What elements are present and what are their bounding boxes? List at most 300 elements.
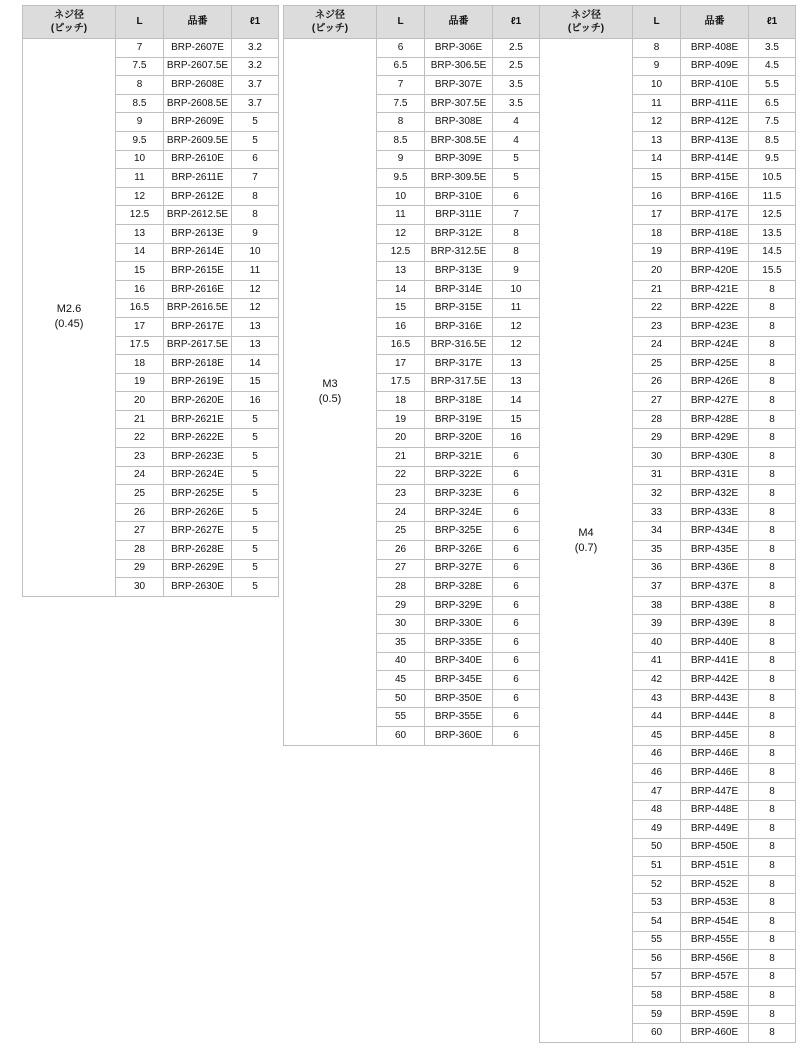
part-number-cell: BRP-2617E — [164, 317, 232, 336]
part-number-cell: BRP-2628E — [164, 541, 232, 560]
l1-cell: 15.5 — [749, 262, 796, 281]
l1-cell: 8 — [749, 280, 796, 299]
header-thread-size-label: ネジ径 — [315, 10, 345, 21]
length-cell: 10 — [377, 187, 425, 206]
header-l1: ℓ1 — [232, 6, 279, 39]
l1-cell: 8 — [749, 373, 796, 392]
length-cell: 53 — [633, 894, 681, 913]
l1-cell: 6 — [493, 485, 540, 504]
part-number-cell: BRP-418E — [681, 224, 749, 243]
length-cell: 37 — [633, 578, 681, 597]
part-number-cell: BRP-443E — [681, 689, 749, 708]
l1-cell: 5 — [232, 131, 279, 150]
l1-cell: 12 — [493, 317, 540, 336]
part-number-cell: BRP-440E — [681, 634, 749, 653]
l1-cell: 13 — [232, 336, 279, 355]
l1-cell: 6 — [493, 559, 540, 578]
thread-size-cell — [284, 39, 377, 746]
length-cell: 36 — [633, 559, 681, 578]
length-cell: 10 — [116, 150, 164, 169]
l1-cell: 8 — [749, 634, 796, 653]
l1-cell: 8 — [749, 875, 796, 894]
part-number-cell: BRP-447E — [681, 782, 749, 801]
part-number-cell: BRP-438E — [681, 596, 749, 615]
part-number-cell: BRP-340E — [425, 652, 493, 671]
length-cell: 9 — [377, 150, 425, 169]
part-number-cell: BRP-309E — [425, 150, 493, 169]
thread-size-cell — [23, 39, 116, 597]
thread-pitch: (0.5) — [318, 392, 342, 405]
l1-cell: 6 — [493, 522, 540, 541]
l1-cell: 11.5 — [749, 187, 796, 206]
part-number-cell: BRP-335E — [425, 634, 493, 653]
part-number-cell: BRP-408E — [681, 39, 749, 58]
l1-cell: 9 — [493, 262, 540, 281]
l1-cell: 6 — [493, 615, 540, 634]
part-number-cell: BRP-318E — [425, 392, 493, 411]
length-cell: 22 — [633, 299, 681, 318]
part-number-cell: BRP-2607E — [164, 39, 232, 58]
length-cell: 60 — [377, 726, 425, 745]
part-number-cell: BRP-308E — [425, 113, 493, 132]
l1-cell: 5 — [232, 541, 279, 560]
length-cell: 16.5 — [116, 299, 164, 318]
length-cell: 17 — [633, 206, 681, 225]
header-l1: ℓ1 — [749, 6, 796, 39]
length-cell: 11 — [116, 169, 164, 188]
length-cell: 30 — [116, 578, 164, 597]
l1-cell: 8 — [749, 708, 796, 727]
part-number-cell: BRP-434E — [681, 522, 749, 541]
l1-cell: 8 — [749, 485, 796, 504]
length-cell: 28 — [633, 410, 681, 429]
l1-cell: 8 — [749, 912, 796, 931]
thread-size: M4 — [578, 526, 594, 539]
l1-cell: 8.5 — [749, 131, 796, 150]
l1-cell: 6 — [493, 448, 540, 467]
length-cell: 26 — [377, 541, 425, 560]
l1-cell: 9 — [232, 224, 279, 243]
l1-cell: 5 — [232, 448, 279, 467]
part-number-cell: BRP-2624E — [164, 466, 232, 485]
length-cell: 14 — [633, 150, 681, 169]
length-cell: 34 — [633, 522, 681, 541]
part-number-cell: BRP-329E — [425, 596, 493, 615]
length-cell: 17 — [116, 317, 164, 336]
l1-cell: 8 — [749, 950, 796, 969]
l1-cell: 15 — [232, 373, 279, 392]
length-cell: 24 — [116, 466, 164, 485]
spec-table-m3 — [283, 5, 540, 746]
thread-pitch: (0.45) — [54, 318, 84, 331]
length-cell: 21 — [377, 448, 425, 467]
length-cell: 25 — [633, 355, 681, 374]
part-number-cell: BRP-2612E — [164, 187, 232, 206]
l1-cell: 11 — [232, 262, 279, 281]
l1-cell: 5.5 — [749, 76, 796, 95]
part-number-cell: BRP-323E — [425, 485, 493, 504]
l1-cell: 8 — [749, 596, 796, 615]
l1-cell: 2.5 — [493, 57, 540, 76]
length-cell: 13 — [633, 131, 681, 150]
header-length: L — [377, 6, 425, 39]
l1-cell: 12 — [232, 299, 279, 318]
length-cell: 58 — [633, 987, 681, 1006]
length-cell: 40 — [633, 634, 681, 653]
length-cell: 33 — [633, 503, 681, 522]
length-cell: 13 — [116, 224, 164, 243]
l1-cell: 8 — [749, 410, 796, 429]
part-number-cell: BRP-317.5E — [425, 373, 493, 392]
part-number-cell: BRP-450E — [681, 838, 749, 857]
l1-cell: 3.5 — [493, 94, 540, 113]
l1-cell: 8 — [749, 968, 796, 987]
length-cell: 16 — [116, 280, 164, 299]
part-number-cell: BRP-320E — [425, 429, 493, 448]
thread-size: M2.6 — [56, 303, 82, 316]
length-cell: 21 — [116, 410, 164, 429]
length-cell: 12.5 — [116, 206, 164, 225]
part-number-cell: BRP-325E — [425, 522, 493, 541]
length-cell: 16 — [633, 187, 681, 206]
length-cell: 14 — [377, 280, 425, 299]
length-cell: 20 — [633, 262, 681, 281]
l1-cell: 3.7 — [232, 76, 279, 95]
part-number-cell: BRP-2610E — [164, 150, 232, 169]
part-number-cell: BRP-2627E — [164, 522, 232, 541]
length-cell: 30 — [633, 448, 681, 467]
length-cell: 55 — [377, 708, 425, 727]
spec-table-m2-6 — [22, 5, 279, 597]
part-number-cell: BRP-312E — [425, 224, 493, 243]
l1-cell: 8 — [493, 243, 540, 262]
length-cell: 12 — [116, 187, 164, 206]
l1-cell: 8 — [749, 671, 796, 690]
part-number-cell: BRP-2630E — [164, 578, 232, 597]
length-cell: 18 — [116, 355, 164, 374]
length-cell: 56 — [633, 950, 681, 969]
part-number-cell: BRP-326E — [425, 541, 493, 560]
part-number-cell: BRP-435E — [681, 541, 749, 560]
header-part-number: 品番 — [164, 6, 232, 39]
l1-cell: 13 — [493, 373, 540, 392]
header-part-number: 品番 — [681, 6, 749, 39]
part-number-cell: BRP-327E — [425, 559, 493, 578]
part-number-cell: BRP-428E — [681, 410, 749, 429]
header-length: L — [116, 6, 164, 39]
length-cell: 22 — [116, 429, 164, 448]
part-number-cell: BRP-2621E — [164, 410, 232, 429]
part-number-cell: BRP-429E — [681, 429, 749, 448]
part-number-cell: BRP-2609.5E — [164, 131, 232, 150]
length-cell: 6.5 — [377, 57, 425, 76]
l1-cell: 8 — [749, 745, 796, 764]
length-cell: 42 — [633, 671, 681, 690]
part-number-cell: BRP-312.5E — [425, 243, 493, 262]
l1-cell: 4.5 — [749, 57, 796, 76]
l1-cell: 5 — [232, 466, 279, 485]
part-number-cell: BRP-2629E — [164, 559, 232, 578]
part-number-cell: BRP-424E — [681, 336, 749, 355]
length-cell: 38 — [633, 596, 681, 615]
header-thread-size — [540, 6, 633, 39]
l1-cell: 10 — [493, 280, 540, 299]
part-number-cell: BRP-416E — [681, 187, 749, 206]
part-number-cell: BRP-433E — [681, 503, 749, 522]
l1-cell: 8 — [749, 559, 796, 578]
l1-cell: 8 — [749, 615, 796, 634]
l1-cell: 14 — [493, 392, 540, 411]
part-number-cell: BRP-439E — [681, 615, 749, 634]
l1-cell: 13 — [232, 317, 279, 336]
l1-cell: 3.2 — [232, 39, 279, 58]
l1-cell: 13.5 — [749, 224, 796, 243]
part-number-cell: BRP-2612.5E — [164, 206, 232, 225]
length-cell: 57 — [633, 968, 681, 987]
length-cell: 29 — [116, 559, 164, 578]
l1-cell: 8 — [749, 429, 796, 448]
length-cell: 24 — [633, 336, 681, 355]
length-cell: 48 — [633, 801, 681, 820]
l1-cell: 6 — [493, 187, 540, 206]
length-cell: 23 — [633, 317, 681, 336]
l1-cell: 3.2 — [232, 57, 279, 76]
length-cell: 29 — [377, 596, 425, 615]
l1-cell: 12.5 — [749, 206, 796, 225]
part-number-cell: BRP-328E — [425, 578, 493, 597]
header-row — [284, 6, 540, 39]
part-number-cell: BRP-460E — [681, 1024, 749, 1043]
l1-cell: 6 — [493, 671, 540, 690]
length-cell: 11 — [377, 206, 425, 225]
l1-cell: 8 — [749, 838, 796, 857]
length-cell: 9.5 — [116, 131, 164, 150]
length-cell: 49 — [633, 819, 681, 838]
length-cell: 9.5 — [377, 169, 425, 188]
l1-cell: 5 — [232, 559, 279, 578]
length-cell: 7.5 — [116, 57, 164, 76]
table-row — [23, 39, 279, 58]
part-number-cell: BRP-446E — [681, 764, 749, 783]
length-cell: 24 — [377, 503, 425, 522]
part-number-cell: BRP-306.5E — [425, 57, 493, 76]
l1-cell: 8 — [749, 819, 796, 838]
length-cell: 54 — [633, 912, 681, 931]
length-cell: 20 — [377, 429, 425, 448]
l1-cell: 12 — [493, 336, 540, 355]
l1-cell: 8 — [749, 522, 796, 541]
l1-cell: 14 — [232, 355, 279, 374]
length-cell: 12 — [377, 224, 425, 243]
part-number-cell: BRP-2608E — [164, 76, 232, 95]
l1-cell: 8 — [749, 801, 796, 820]
header-length: L — [633, 6, 681, 39]
length-cell: 7 — [116, 39, 164, 58]
header-pitch-label: (ピッチ) — [567, 23, 605, 34]
length-cell: 23 — [377, 485, 425, 504]
l1-cell: 8 — [749, 782, 796, 801]
part-number-cell: BRP-308.5E — [425, 131, 493, 150]
part-number-cell: BRP-322E — [425, 466, 493, 485]
part-number-cell: BRP-423E — [681, 317, 749, 336]
part-number-cell: BRP-360E — [425, 726, 493, 745]
length-cell: 28 — [116, 541, 164, 560]
l1-cell: 8 — [749, 448, 796, 467]
l1-cell: 12 — [232, 280, 279, 299]
l1-cell: 5 — [493, 150, 540, 169]
thread-pitch: (0.7) — [574, 541, 598, 554]
l1-cell: 3.7 — [232, 94, 279, 113]
l1-cell: 7 — [232, 169, 279, 188]
part-number-cell: BRP-355E — [425, 708, 493, 727]
length-cell: 21 — [633, 280, 681, 299]
part-number-cell: BRP-458E — [681, 987, 749, 1006]
length-cell: 19 — [633, 243, 681, 262]
l1-cell: 6 — [493, 652, 540, 671]
header-thread-size — [284, 6, 377, 39]
length-cell: 15 — [633, 169, 681, 188]
length-cell: 12 — [633, 113, 681, 132]
l1-cell: 8 — [749, 503, 796, 522]
part-number-cell: BRP-311E — [425, 206, 493, 225]
part-number-cell: BRP-441E — [681, 652, 749, 671]
length-cell: 9 — [633, 57, 681, 76]
part-number-cell: BRP-451E — [681, 857, 749, 876]
part-number-cell: BRP-310E — [425, 187, 493, 206]
l1-cell: 8 — [749, 931, 796, 950]
spec-table-m4 — [539, 5, 796, 1043]
part-number-cell: BRP-453E — [681, 894, 749, 913]
length-cell: 8.5 — [116, 94, 164, 113]
part-number-cell: BRP-2616E — [164, 280, 232, 299]
part-number-cell: BRP-449E — [681, 819, 749, 838]
l1-cell: 15 — [493, 410, 540, 429]
l1-cell: 10.5 — [749, 169, 796, 188]
length-cell: 41 — [633, 652, 681, 671]
header-pitch-label: (ピッチ) — [311, 23, 349, 34]
table-body — [284, 39, 540, 746]
l1-cell: 8 — [749, 355, 796, 374]
length-cell: 40 — [377, 652, 425, 671]
part-number-cell: BRP-457E — [681, 968, 749, 987]
length-cell: 43 — [633, 689, 681, 708]
part-number-cell: BRP-319E — [425, 410, 493, 429]
part-number-cell: BRP-419E — [681, 243, 749, 262]
part-number-cell: BRP-2615E — [164, 262, 232, 281]
length-cell: 18 — [377, 392, 425, 411]
part-number-cell: BRP-422E — [681, 299, 749, 318]
part-number-cell: BRP-2623E — [164, 448, 232, 467]
length-cell: 14 — [116, 243, 164, 262]
l1-cell: 5 — [232, 522, 279, 541]
part-number-cell: BRP-2619E — [164, 373, 232, 392]
length-cell: 8 — [116, 76, 164, 95]
l1-cell: 10 — [232, 243, 279, 262]
l1-cell: 7.5 — [749, 113, 796, 132]
part-number-cell: BRP-436E — [681, 559, 749, 578]
l1-cell: 5 — [232, 410, 279, 429]
l1-cell: 7 — [493, 206, 540, 225]
l1-cell: 8 — [232, 206, 279, 225]
length-cell: 7.5 — [377, 94, 425, 113]
length-cell: 17.5 — [116, 336, 164, 355]
length-cell: 17 — [377, 355, 425, 374]
part-number-cell: BRP-421E — [681, 280, 749, 299]
length-cell: 16.5 — [377, 336, 425, 355]
l1-cell: 8 — [749, 466, 796, 485]
header-row — [23, 6, 279, 39]
length-cell: 15 — [377, 299, 425, 318]
part-number-cell: BRP-409E — [681, 57, 749, 76]
part-number-cell: BRP-307E — [425, 76, 493, 95]
part-number-cell: BRP-455E — [681, 931, 749, 950]
length-cell: 12.5 — [377, 243, 425, 262]
table-body — [23, 39, 279, 597]
part-number-cell: BRP-2614E — [164, 243, 232, 262]
length-cell: 60 — [633, 1024, 681, 1043]
length-cell: 51 — [633, 857, 681, 876]
length-cell: 25 — [116, 485, 164, 504]
part-number-cell: BRP-315E — [425, 299, 493, 318]
part-number-cell: BRP-324E — [425, 503, 493, 522]
length-cell: 46 — [633, 745, 681, 764]
l1-cell: 5 — [232, 485, 279, 504]
l1-cell: 6 — [493, 689, 540, 708]
part-number-cell: BRP-420E — [681, 262, 749, 281]
l1-cell: 13 — [493, 355, 540, 374]
part-number-cell: BRP-417E — [681, 206, 749, 225]
l1-cell: 6 — [493, 726, 540, 745]
length-cell: 50 — [633, 838, 681, 857]
length-cell: 6 — [377, 39, 425, 58]
l1-cell: 8 — [749, 689, 796, 708]
part-number-cell: BRP-330E — [425, 615, 493, 634]
l1-cell: 3.5 — [493, 76, 540, 95]
length-cell: 16 — [377, 317, 425, 336]
length-cell: 50 — [377, 689, 425, 708]
part-number-cell: BRP-2609E — [164, 113, 232, 132]
thread-size-cell — [540, 39, 633, 1043]
l1-cell: 6 — [493, 466, 540, 485]
part-number-cell: BRP-316E — [425, 317, 493, 336]
l1-cell: 8 — [749, 764, 796, 783]
length-cell: 10 — [633, 76, 681, 95]
length-cell: 27 — [116, 522, 164, 541]
header-thread-size — [23, 6, 116, 39]
l1-cell: 8 — [749, 987, 796, 1006]
part-number-cell: BRP-445E — [681, 726, 749, 745]
part-number-cell: BRP-2611E — [164, 169, 232, 188]
length-cell: 35 — [377, 634, 425, 653]
l1-cell: 6 — [493, 596, 540, 615]
length-cell: 26 — [633, 373, 681, 392]
l1-cell: 6 — [493, 541, 540, 560]
part-number-cell: BRP-2622E — [164, 429, 232, 448]
length-cell: 11 — [633, 94, 681, 113]
length-cell: 55 — [633, 931, 681, 950]
part-number-cell: BRP-2618E — [164, 355, 232, 374]
length-cell: 44 — [633, 708, 681, 727]
l1-cell: 3.5 — [749, 39, 796, 58]
l1-cell: 11 — [493, 299, 540, 318]
part-number-cell: BRP-411E — [681, 94, 749, 113]
part-number-cell: BRP-448E — [681, 801, 749, 820]
length-cell: 8 — [377, 113, 425, 132]
part-number-cell: BRP-454E — [681, 912, 749, 931]
l1-cell: 2.5 — [493, 39, 540, 58]
length-cell: 25 — [377, 522, 425, 541]
length-cell: 32 — [633, 485, 681, 504]
